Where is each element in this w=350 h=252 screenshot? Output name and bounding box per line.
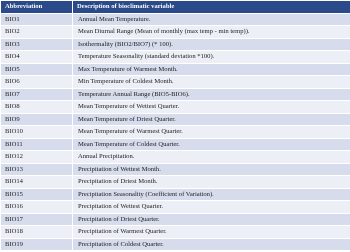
abbreviation-cell: BIO15: [1, 188, 73, 201]
description-cell: Annual Mean Temperature.: [73, 13, 350, 26]
abbreviation-cell: BIO18: [1, 226, 73, 239]
description-cell: Min Temperature of Coldest Month.: [73, 76, 350, 89]
abbreviation-cell: BIO9: [1, 113, 73, 126]
abbreviation-cell: BIO14: [1, 176, 73, 189]
table-row: [1, 113, 350, 126]
description-cell: Precipitation of Coldest Quarter.: [73, 238, 350, 251]
table-row: [1, 88, 350, 101]
abbreviation-cell: BIO10: [1, 126, 73, 139]
description-cell: Mean Temperature of Wettest Quarter.: [73, 101, 350, 114]
description-cell: Precipitation of Warmest Quarter.: [73, 226, 350, 239]
description-cell: Mean Temperature of Coldest Quarter.: [73, 138, 350, 151]
abbreviation-cell: BIO6: [1, 76, 73, 89]
description-cell: Precipitation Seasonality (Coefficient of Variation).: [73, 188, 350, 201]
description-cell: Temperature Seasonality (standard deviation *100).: [73, 51, 350, 64]
table-header: [1, 1, 350, 14]
description-cell: Mean Temperature of Driest Quarter.: [73, 113, 350, 126]
abbreviation-cell: BIO8: [1, 101, 73, 114]
table-row: [1, 151, 350, 164]
abbreviation-cell: BIO13: [1, 163, 73, 176]
description-cell: Precipitation of Wettest Month.: [73, 163, 350, 176]
table-body: [1, 13, 350, 251]
description-cell: Annual Precipitation.: [73, 151, 350, 164]
abbreviation-cell: BIO19: [1, 238, 73, 251]
table-row: [1, 201, 350, 214]
table-row: [1, 138, 350, 151]
description-cell: Isothermality (BIO2/BIO7) (* 100).: [73, 38, 350, 51]
table-row: [1, 38, 350, 51]
table-header-row: [1, 1, 350, 14]
abbreviation-cell: BIO4: [1, 51, 73, 64]
description-cell: Mean Diurnal Range (Mean of monthly (max temp - min temp)).: [73, 26, 350, 39]
abbreviation-cell: BIO1: [1, 13, 73, 26]
abbreviation-cell: BIO7: [1, 88, 73, 101]
abbreviation-column-header: Abbreviation: [1, 1, 73, 14]
description-cell: Precipitation of Driest Month.: [73, 176, 350, 189]
table-row: [1, 26, 350, 39]
abbreviation-cell: BIO5: [1, 63, 73, 76]
description-cell: Max Temperature of Warmest Month.: [73, 63, 350, 76]
abbreviation-cell: BIO2: [1, 26, 73, 39]
table-row: [1, 51, 350, 64]
table-row: [1, 76, 350, 89]
abbreviation-cell: BIO3: [1, 38, 73, 51]
description-cell: Precipitation of Driest Quarter.: [73, 213, 350, 226]
description-cell: Mean Temperature of Warmest Quarter.: [73, 126, 350, 139]
table-row: [1, 163, 350, 176]
table-row: [1, 126, 350, 139]
abbreviation-cell: BIO12: [1, 151, 73, 164]
description-cell: Temperature Annual Range (BIO5-BIO6).: [73, 88, 350, 101]
table-row: [1, 101, 350, 114]
table-row: [1, 188, 350, 201]
table-row: [1, 176, 350, 189]
description-column-header: Description of bioclimatic variable: [73, 1, 350, 14]
description-cell: Precipitation of Wettest Quarter.: [73, 201, 350, 214]
table-row: [1, 213, 350, 226]
table-row: [1, 226, 350, 239]
table-row: [1, 238, 350, 251]
table-row: [1, 13, 350, 26]
abbreviation-cell: BIO16: [1, 201, 73, 214]
abbreviation-cell: BIO11: [1, 138, 73, 151]
abbreviation-cell: BIO17: [1, 213, 73, 226]
table-row: [1, 63, 350, 76]
